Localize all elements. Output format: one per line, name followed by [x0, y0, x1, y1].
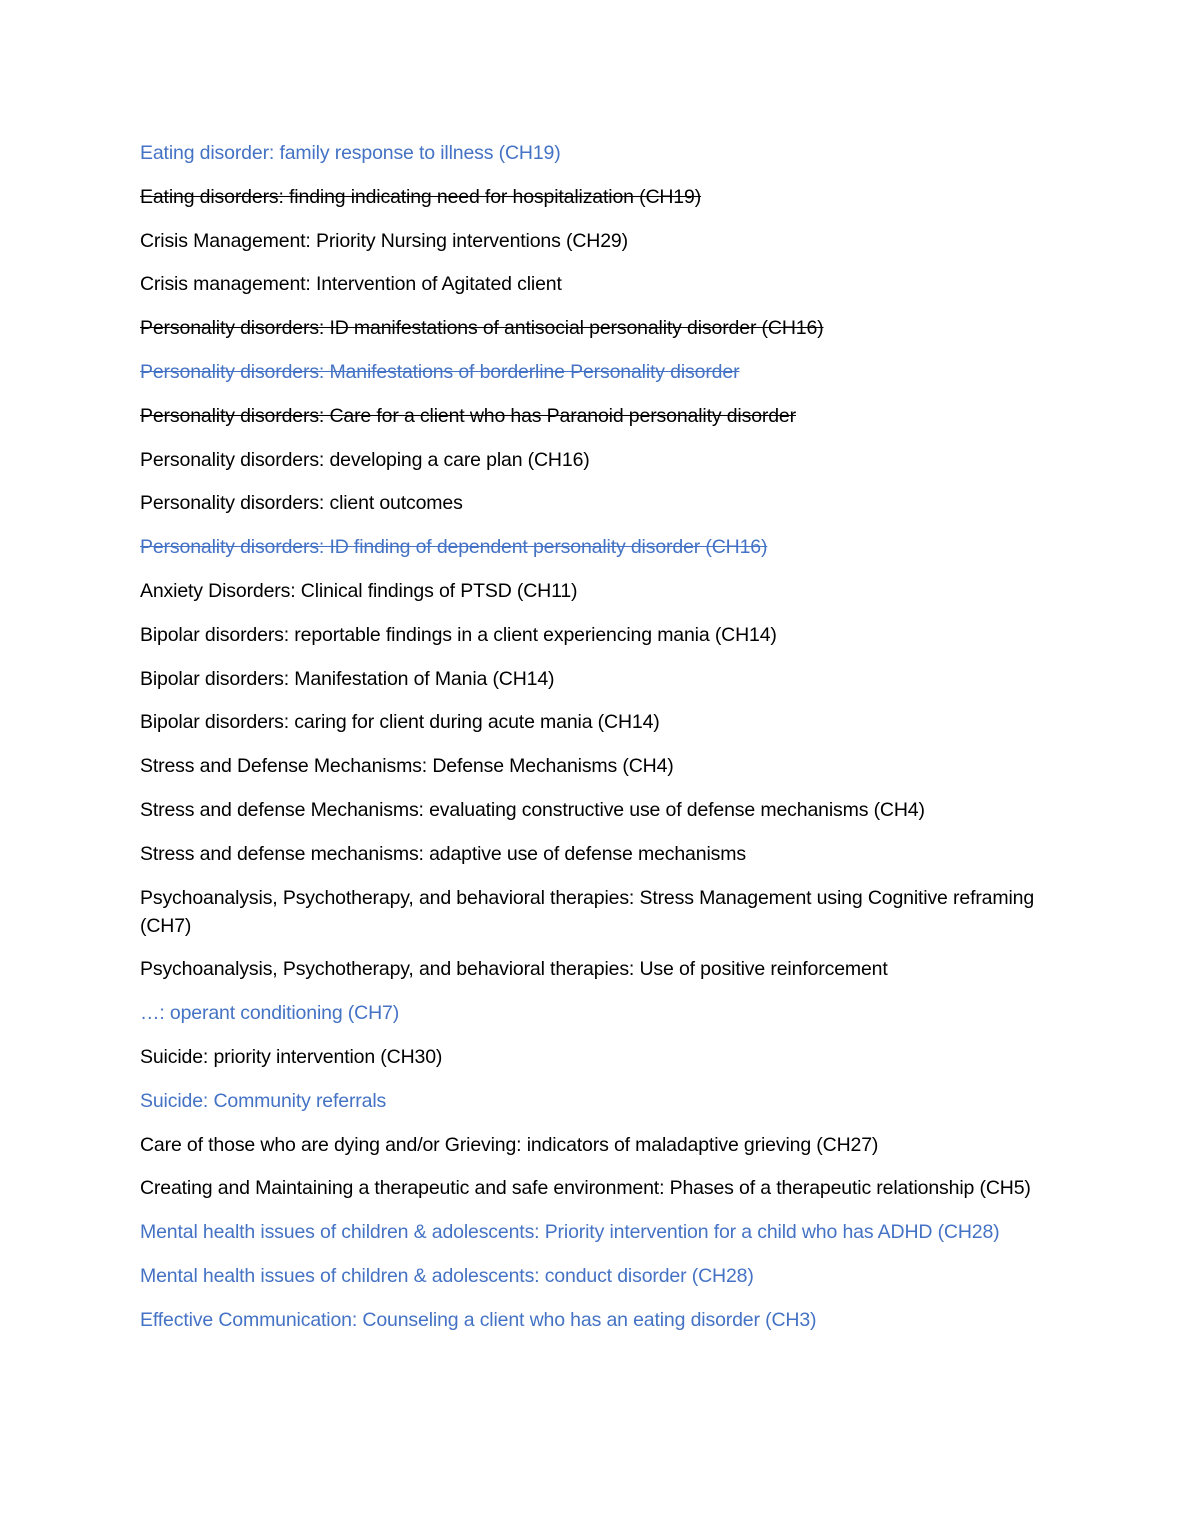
list-item: Creating and Maintaining a therapeutic and safe environment: Phases of a therapeutic relationship (CH5)	[140, 1177, 1031, 1200]
list-item: Personality disorders: developing a care plan (CH16)	[140, 448, 590, 471]
list-item: Effective Communication: Counseling a client who has an eating disorder (CH3)	[140, 1308, 817, 1331]
list-item: Personality disorders: Manifestations of borderline Personality disorder	[140, 360, 740, 383]
list-item: Personality disorders: Care for a client who has Paranoid personality disorder	[140, 404, 796, 427]
list-item: Bipolar disorders: caring for client during acute mania (CH14)	[140, 711, 660, 734]
list-item: Mental health issues of children & adolescents: Priority intervention for a child who has ADHD (CH28)	[140, 1221, 1000, 1244]
list-item: Stress and defense Mechanisms: evaluating constructive use of defense mechanisms (CH4)	[140, 798, 925, 821]
list-item: Psychoanalysis, Psychotherapy, and behavioral therapies: Stress Management using Cognitive reframing (CH7)	[140, 886, 1035, 937]
list-item: Bipolar disorders: reportable findings in a client experiencing mania (CH14)	[140, 623, 777, 646]
list-item: Mental health issues of children & adolescents: conduct disorder (CH28)	[140, 1264, 754, 1287]
list-item: Care of those who are dying and/or Grieving: indicators of maladaptive grieving (CH27)	[140, 1133, 879, 1156]
list-item: Stress and defense mechanisms: adaptive use of defense mechanisms	[140, 842, 746, 865]
list-item: Crisis management: Intervention of Agitated client	[140, 273, 562, 296]
document-page	[140, 139, 1050, 1350]
list-item: Crisis Management: Priority Nursing interventions (CH29)	[140, 229, 628, 252]
list-item: Personality disorders: ID manifestations of antisocial personality disorder (CH16)	[140, 317, 824, 340]
list-item: Personality disorders: ID finding of dependent personality disorder (CH16)	[140, 536, 768, 559]
list-item: Eating disorders: finding indicating need for hospitalization (CH19)	[140, 185, 702, 208]
list-item: Personality disorders: client outcomes	[140, 492, 463, 515]
list-item: Psychoanalysis, Psychotherapy, and behavioral therapies: Use of positive reinforcement	[140, 958, 888, 981]
list-item: Stress and Defense Mechanisms: Defense Mechanisms (CH4)	[140, 755, 674, 778]
list-item: Eating disorder: family response to illness (CH19)	[140, 142, 561, 164]
list-item: Suicide: Community referrals	[140, 1089, 387, 1112]
list-item: Bipolar disorders: Manifestation of Mania (CH14)	[140, 667, 555, 690]
list-item: Anxiety Disorders: Clinical findings of PTSD (CH11)	[140, 579, 578, 602]
list-item: Suicide: priority intervention (CH30)	[140, 1045, 443, 1068]
list-item: …: operant conditioning (CH7)	[140, 1002, 400, 1025]
